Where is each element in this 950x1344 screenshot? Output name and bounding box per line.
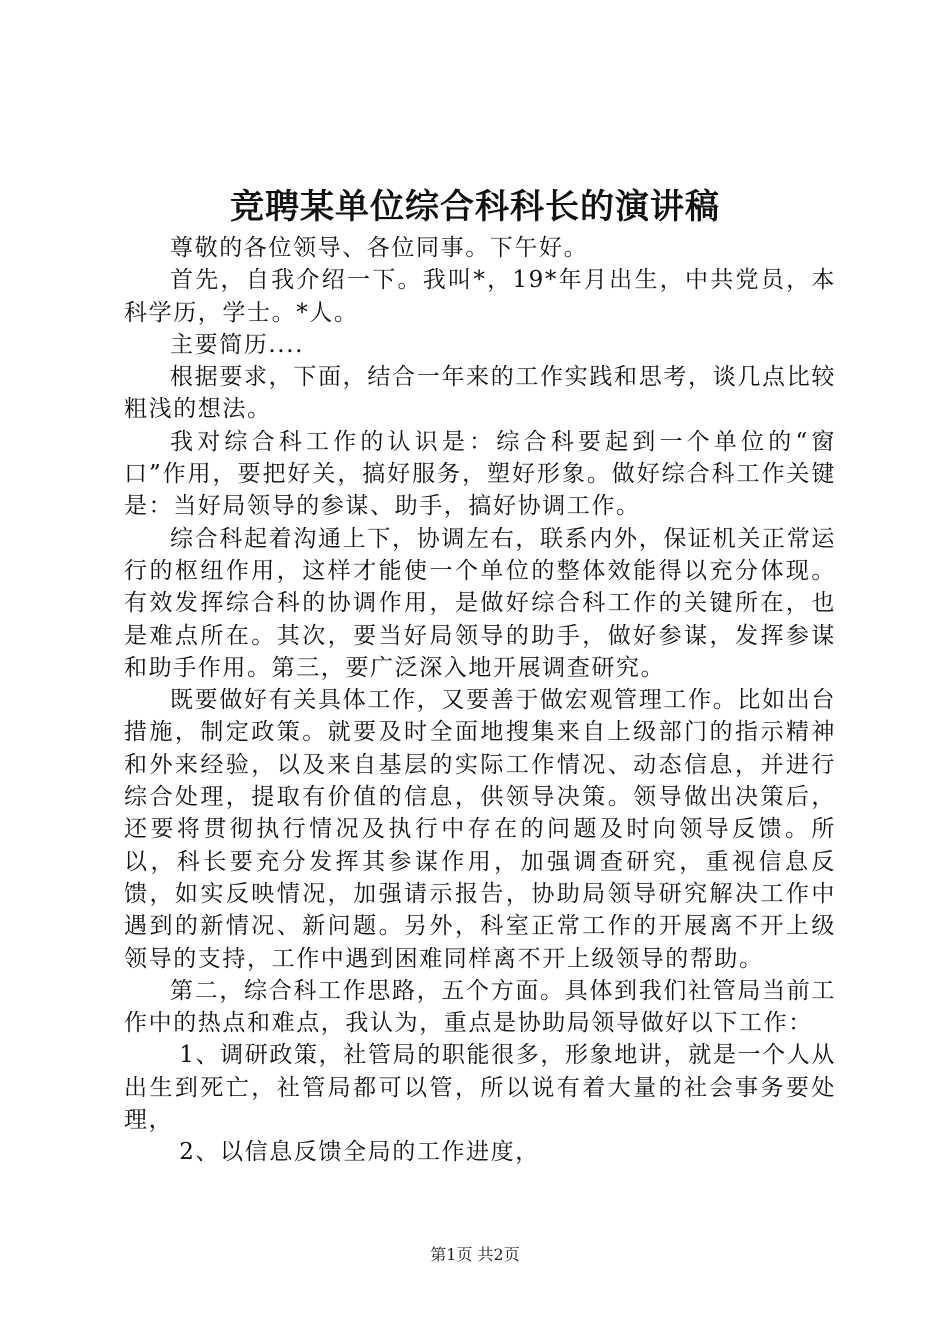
list-item-policy-research: 1、调研政策，社管局的职能很多，形象地讲，就是一个人从出生到死亡，社管局都可以管，所以说有着大量的社会事务要处理，	[124, 1042, 836, 1134]
paragraph-coordination: 综合科起着沟通上下，协调左右，联系内外，保证机关正常运行的枢纽作用，这样才能使一个单位的整体效能得以充分体现。有效发挥综合科的协调作用，是做好综合科工作的关键所在，也是难点所在。其次，要当好局领导的助手，做好参谋，发挥参谋和助手作用。第三，要广泛深入地开展调查研究。	[124, 525, 836, 681]
paragraph-management: 既要做好有关具体工作，又要善于做宏观管理工作。比如出台措施，制定政策。就要及时全面地搜集来自上级部门的指示精神和外来经验，以及来自基层的实际工作情况、动态信息，并进行综合处理，提取有价值的信息，供领导决策。领导做出决策后，还要将贯彻执行情况及执行中存在的问题及时向领导反馈。所以，科长要充分发挥其参谋作用，加强调查研究，重视信息反馈，如实反映情况，加强请示报告，协助局领导研究解决工作中遇到的新情况、新问题。另外，科室正常工作的开展离不开上级领导的支持，工作中遇到困难同样离不开上级领导的帮助。	[124, 687, 836, 972]
document-body	[124, 232, 836, 1169]
paragraph-greeting: 尊敬的各位领导、各位同事。下午好。	[170, 235, 589, 261]
paragraph-intro: 根据要求，下面，结合一年来的工作实践和思考，谈几点比较粗浅的想法。	[124, 364, 836, 423]
paragraph-self-intro: 首先，自我介绍一下。我叫*，19*年月出生，中共党员，本科学历，学士。*人。	[124, 267, 836, 326]
paragraph-work-ideas: 第二，综合科工作思路，五个方面。具体到我们社管局当前工作中的热点和难点，我认为，重点是协助局领导做好以下工作：	[124, 977, 836, 1037]
document-title: 竞聘某单位综合科科长的演讲稿	[230, 187, 720, 227]
paragraph-resume: 主要简历....	[170, 331, 305, 358]
page-number-footer: 第1页 共2页	[430, 1245, 520, 1264]
list-item-info-feedback: 2、以信息反馈全局的工作进度，	[179, 1139, 540, 1166]
paragraph-understanding: 我对综合科工作的认识是：综合科要起到一个单位的“窗口”作用，要把好关，搞好服务，塑好形象。做好综合科工作关键是：当好局领导的参谋、助手，搞好协调工作。	[124, 428, 836, 520]
